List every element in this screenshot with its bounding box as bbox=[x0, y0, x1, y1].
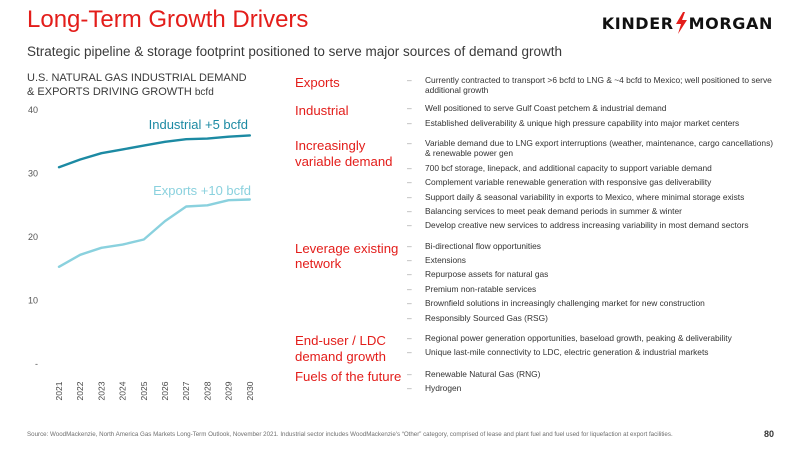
driver-group bbox=[295, 75, 775, 99]
driver-group bbox=[295, 333, 775, 364]
data-point bbox=[79, 159, 81, 161]
driver-bullet: – Hydrogen bbox=[405, 383, 775, 393]
driver-bullet: – Balancing services to meet peak demand periods in summer & winter bbox=[405, 206, 775, 216]
data-point bbox=[185, 138, 187, 140]
driver-title: End-user / LDC demand growth bbox=[295, 333, 386, 364]
logo-text-left: KINDER bbox=[601, 13, 674, 33]
driver-bullet: – Complement variable renewable generation with responsive gas deliverability bbox=[405, 177, 775, 187]
x-tick-label: 2027 bbox=[181, 381, 192, 401]
driver-bullets bbox=[405, 241, 775, 327]
source-note: Source: WoodMackenzie, North America Gas Markets Long-Term Outlook, November 2021. Industrial sector includes WoodMackenzie's “Other” category, comprised of lease and plant fuel and fuel used for liquefaction at export facilities. bbox=[27, 431, 673, 438]
series-line bbox=[59, 135, 250, 167]
data-point bbox=[164, 141, 166, 143]
driver-bullets bbox=[405, 138, 775, 234]
page-number: 80 bbox=[763, 429, 774, 439]
driver-bullets bbox=[405, 75, 775, 99]
kinder-morgan-logo bbox=[602, 12, 773, 34]
data-point bbox=[58, 166, 60, 168]
x-tick-label: 2029 bbox=[223, 381, 234, 401]
data-point bbox=[164, 220, 166, 222]
x-tick-label: 2021 bbox=[54, 381, 64, 401]
driver-title: Increasingly variable demand bbox=[295, 138, 393, 169]
driver-group bbox=[295, 241, 775, 327]
driver-title: Exports bbox=[295, 75, 340, 90]
driver-bullet: – Currently contracted to transport >6 bcfd to LNG & ~4 bcfd to Mexico; well positioned to serve additional growth bbox=[405, 75, 775, 95]
x-tick-label: 2028 bbox=[202, 381, 213, 401]
driver-bullet: – Brownfield solutions in increasingly challenging market for new construction bbox=[405, 298, 775, 308]
data-point bbox=[207, 204, 209, 206]
driver-title: Fuels of the future bbox=[295, 369, 402, 385]
data-point bbox=[249, 199, 251, 201]
x-tick-label: 2023 bbox=[96, 381, 107, 401]
driver-bullet: – Responsibly Sourced Gas (RSG) bbox=[405, 313, 775, 323]
driver-bullet: – Bi-directional flow opportunities bbox=[405, 241, 775, 251]
driver-bullet: – 700 bcf storage, linepack, and additional capacity to support variable demand bbox=[405, 163, 775, 173]
data-point bbox=[143, 145, 145, 147]
driver-bullet: – Support daily & seasonal variability in exports to Mexico, where minimal storage exists bbox=[405, 192, 775, 202]
data-point bbox=[143, 239, 145, 241]
y-tick-label: 40 bbox=[27, 105, 38, 115]
x-tick-label: 2026 bbox=[160, 381, 170, 401]
x-tick-label: 2024 bbox=[117, 381, 128, 401]
data-point bbox=[122, 149, 124, 151]
page-subtitle: Strategic pipeline & storage footprint positioned to serve major sources of demand growth bbox=[27, 44, 563, 59]
y-tick-label: 10 bbox=[27, 295, 38, 306]
driver-bullet: – Premium non-ratable services bbox=[405, 284, 775, 294]
chart-title-line2: & EXPORTS DRIVING GROWTH bbox=[27, 85, 192, 98]
data-point bbox=[58, 266, 60, 268]
driver-title: Industrial bbox=[295, 103, 349, 119]
driver-bullet: – Variable demand due to LNG export interruptions (weather, maintenance, cargo cancellations) & renewable power gen bbox=[405, 138, 775, 158]
y-tick-label: - bbox=[35, 359, 38, 369]
driver-bullets bbox=[405, 369, 775, 398]
driver-bullet: – Repurpose assets for natural gas bbox=[405, 269, 775, 279]
driver-group bbox=[295, 138, 775, 234]
chart-unit: bcfd bbox=[194, 86, 214, 98]
data-point bbox=[185, 206, 187, 208]
growth-line-chart bbox=[0, 0, 290, 450]
driver-bullets bbox=[405, 103, 775, 132]
y-tick-label: 20 bbox=[27, 232, 38, 242]
driver-group bbox=[295, 103, 775, 132]
driver-group bbox=[295, 369, 775, 398]
data-point bbox=[79, 254, 81, 256]
data-point bbox=[101, 152, 103, 154]
x-tick-label: 2030 bbox=[244, 381, 255, 401]
driver-bullet: – Regional power generation opportunities, baseload growth, peaking & deliverability bbox=[405, 333, 775, 343]
series-line bbox=[59, 200, 250, 267]
data-point bbox=[101, 247, 103, 249]
driver-bullet: – Develop creative new services to address increasing variability in most demand sectors bbox=[405, 220, 775, 230]
driver-bullet: – Renewable Natural Gas (RNG) bbox=[405, 369, 775, 379]
data-point bbox=[228, 136, 230, 138]
data-point bbox=[249, 135, 251, 137]
logo-text-right: MORGAN bbox=[688, 13, 773, 33]
data-point bbox=[207, 138, 209, 140]
data-point bbox=[122, 244, 124, 246]
series-label: Industrial +5 bcfd bbox=[148, 117, 248, 132]
growth-drivers-list bbox=[295, 75, 775, 398]
driver-bullet: – Well positioned to serve Gulf Coast petchem & industrial demand bbox=[405, 103, 775, 113]
driver-title: Leverage existing network bbox=[295, 240, 399, 272]
series-label: Exports +10 bcfd bbox=[153, 183, 251, 198]
lightning-bolt-icon bbox=[675, 12, 688, 34]
driver-bullet: – Established deliverability & unique high pressure capability into major market centers bbox=[405, 118, 775, 128]
x-tick-label: 2022 bbox=[75, 381, 86, 401]
chart-title-line1: U.S. NATURAL GAS INDUSTRIAL DEMAND bbox=[27, 72, 247, 84]
driver-bullet: – Extensions bbox=[405, 255, 775, 265]
data-point bbox=[228, 199, 230, 201]
page-title: Long-Term Growth Drivers bbox=[27, 6, 309, 33]
driver-bullets bbox=[405, 333, 775, 364]
driver-bullet: – Unique last-mile connectivity to LDC, electric generation & industrial markets bbox=[405, 347, 775, 357]
x-tick-label: 2025 bbox=[138, 381, 149, 401]
y-tick-label: 30 bbox=[27, 168, 38, 179]
